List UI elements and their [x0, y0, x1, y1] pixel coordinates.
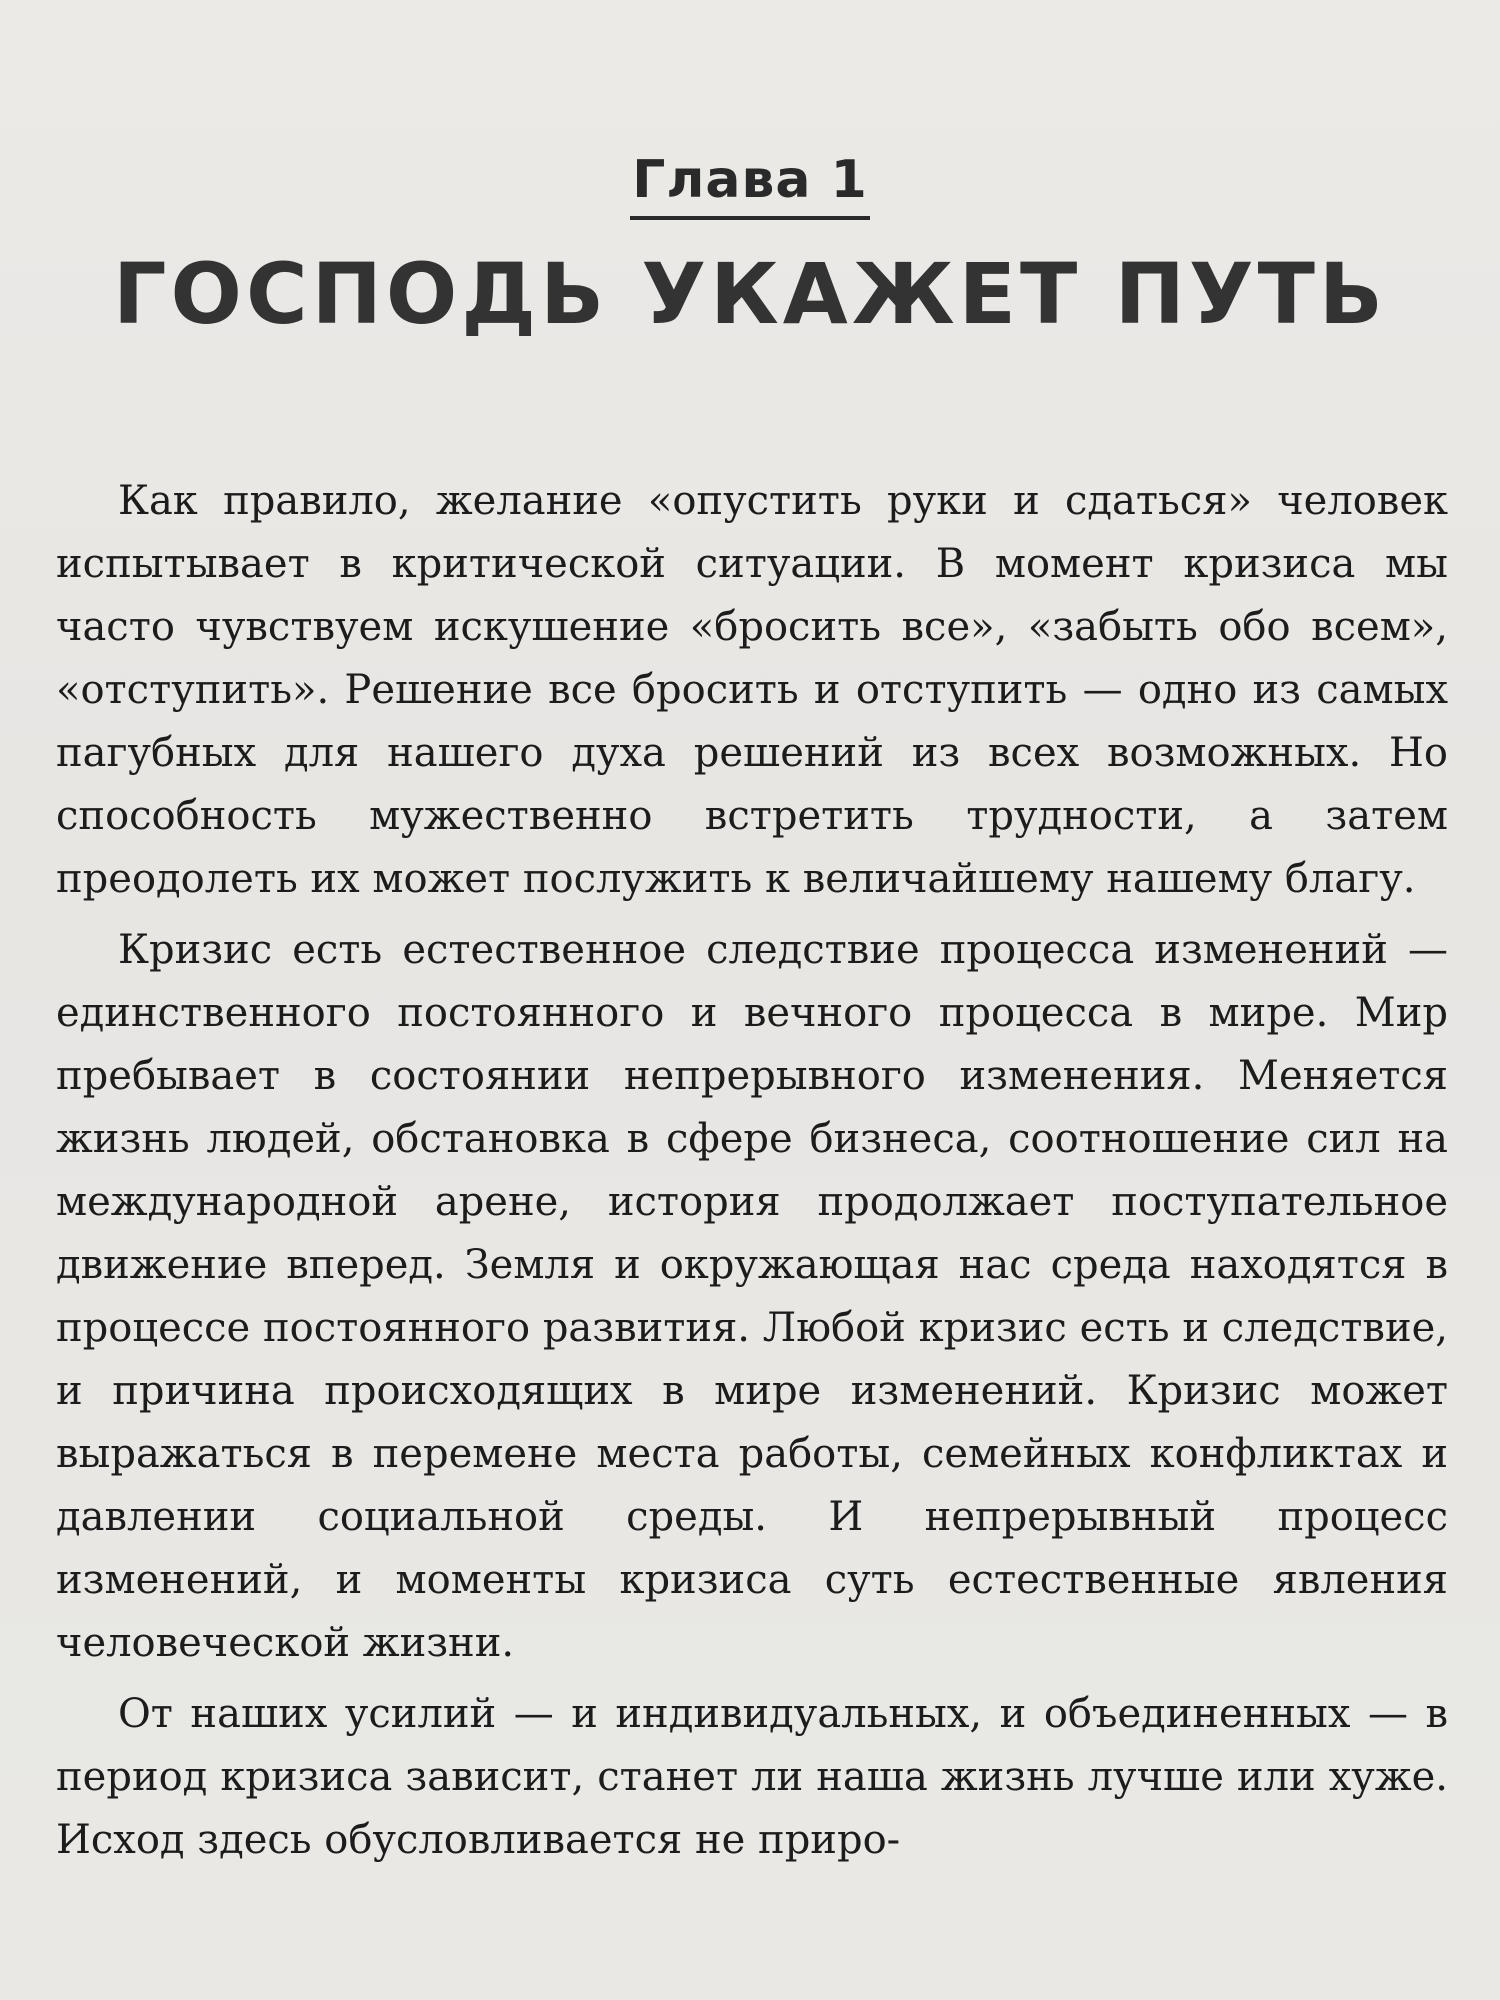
paragraph: От наших усилий — и индивидуальных, и объединенных — в период кризиса зависит, станет ли наша жизнь лучше или хуже. Исход здесь обусловливается не приро- — [56, 1691, 1448, 1863]
chapter-underline — [630, 216, 870, 220]
chapter-title: ГОСПОДЬ УКАЖЕТ ПУТЬ — [113, 245, 1387, 343]
chapter-body — [56, 470, 1448, 1880]
paragraph: Кризис есть естественное следствие процесса изменений — единственного постоянного и вечного процесса в мире. Мир пребывает в состоянии непрерывного изменения. Меняется жизнь людей, обстановка в сфере бизнеса, соотношение сил на международной арене, история продолжает поступательное движение вперед. Земля и окружающая нас среда находятся в процессе постоянного развития. Любой кризис есть и следствие, и причина происходящих в мире изменений. Кризис может выражаться в перемене места работы, семейных конфликтах и давлении социальной среды. И непрерывный процесс изменений, и моменты кризиса суть естественные явления человеческой жизни. — [56, 927, 1448, 1666]
chapter-label: Глава 1 — [632, 150, 868, 210]
paragraph: Как правило, желание «опустить руки и сдаться» человек испытывает в критической ситуации. В момент кризиса мы часто чувствуем искушение «бросить все», «забыть обо всем», «отступить». Решение все бросить и отступить — одно из самых пагубных для нашего духа решений из всех возможных. Но способность мужественно встретить трудности, а затем преодолеть их может послужить к величайшему нашему благу. — [56, 478, 1448, 902]
